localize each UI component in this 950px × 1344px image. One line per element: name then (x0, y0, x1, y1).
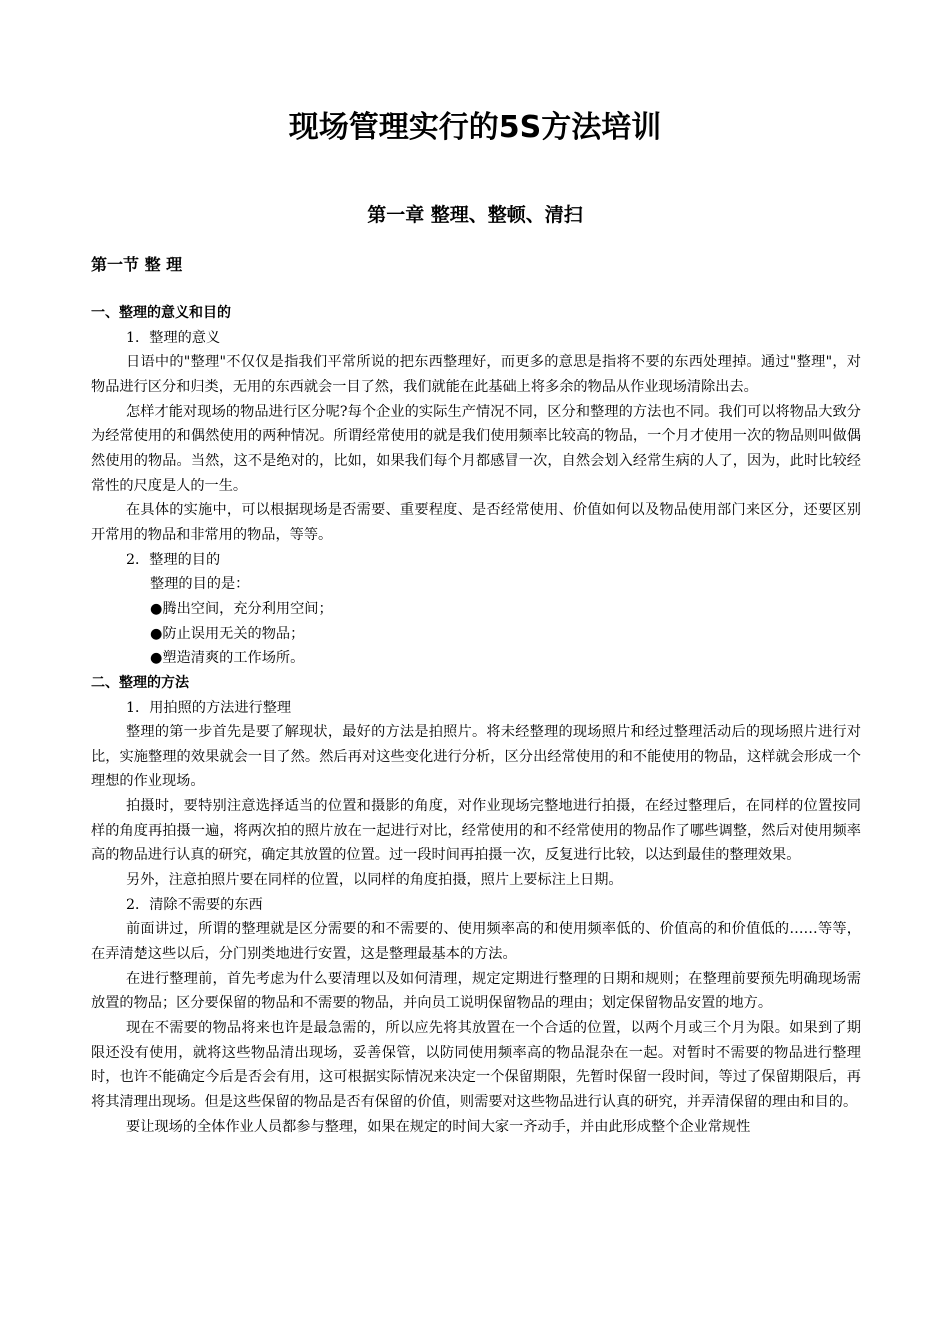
paragraph: 前面讲过，所谓的整理就是区分需要的和不需要的、使用频率高的和使用频率低的、价值高的和价值低的……等等，在弄清楚这些以后，分门别类地进行安置，这是整理最基本的方法。 (91, 921, 861, 963)
bullet-item: ●防止误用无关的物品； (150, 625, 305, 642)
subheading-purpose: 2．整理的目的 (126, 551, 221, 568)
heading-meaning-purpose: 一、整理的意义和目的 (91, 305, 231, 321)
paragraph: 拍摄时，要特别注意选择适当的位置和摄影的角度，对作业现场完整地进行拍摄，在经过整理后，在同样的位置按同样的角度再拍摄一遍，将两次拍的照片放在一起进行对比，经常使用的和不经常使用的物品作了哪些调整，然后对使用频率高的物品进行认真的研究，确定其放置的位置。过一段时间再拍摄一次，反复进行比较，以达到最佳的整理效果。 (91, 798, 861, 864)
paragraph: 整理的第一步首先是要了解现状，最好的方法是拍照片。将未经整理的现场照片和经过整理活动后的现场照片进行对比，实施整理的效果就会一目了然。然后再对这些变化进行分析，区分出经常使用的和不能使用的物品，这样就会形成一个理想的作业现场。 (91, 724, 861, 790)
chapter-title: 第一章 整理、整顿、清扫 (367, 204, 583, 226)
document-title: 现场管理实行的5S方法培训 (288, 110, 662, 145)
paragraph: 在具体的实施中，可以根据现场是否需要、重要程度、是否经常使用、价值如何以及物品使用部门来区分，还要区别开常用的物品和非常用的物品，等等。 (91, 502, 861, 543)
paragraph: 怎样才能对现场的物品进行区分呢?每个企业的实际生产情况不同，区分和整理的方法也不同。我们可以将物品大致分为经常使用的和偶然使用的两种情况。所谓经常使用的就是我们使用频率比较高的物品，一个月才使用一次的物品则叫做偶然使用的物品。当然，这不是绝对的，比如，如果我们每个月都感冒一次，自然会划入经常生病的人了，因为，此时比较经常性的尺度是人的一生。 (91, 403, 861, 494)
bullet-item: ●塑造清爽的工作场所。 (150, 650, 305, 667)
bullet-item: ●腾出空间，充分利用空间； (150, 600, 333, 617)
heading-methods: 二、整理的方法 (91, 674, 189, 691)
paragraph: 要让现场的全体作业人员都参与整理，如果在规定的时间大家一齐动手，并由此形成整个企业常规性 (126, 1118, 751, 1135)
subheading-remove-unneeded: 2．清除不需要的东西 (126, 896, 263, 913)
purpose-intro: 整理的目的是： (150, 576, 250, 593)
paragraph: 另外，注意拍照片要在同样的位置，以同样的角度拍摄，照片上要标注上日期。 (126, 872, 623, 889)
subheading-photo-method: 1．用拍照的方法进行整理 (126, 699, 292, 716)
paragraph: 日语中的"整理"不仅仅是指我们平常所说的把东西整理好，而更多的意思是指将不要的东西处理掉。通过"整理"，对物品进行区分和归类，无用的东西就会一目了然，我们就能在此基础上将多余的物品从作业现场清除出去。 (91, 354, 861, 395)
document-body (91, 301, 861, 1139)
paragraph: 现在不需要的物品将来也许是最急需的，所以应先将其放置在一个合适的位置，以两个月或三个月为限。如果到了期限还没有使用，就将这些物品清出现场，妥善保管，以防同使用频率高的物品混杂在一起。对暂时不需要的物品进行整理时，也许不能确定今后是否会有用，这可根据实际情况来决定一个保留期限，先暂时保留一段时间，等过了保留期限后，再将其清理出现场。但是这些保留的物品是否有保留的价值，则需要对这些物品进行认真的研究，并弄清保留的理由和目的。 (91, 1020, 861, 1110)
section-title: 第一节 整 理 (91, 255, 183, 274)
paragraph: 在进行整理前，首先考虑为什么要清理以及如何清理，规定定期进行整理的日期和规则；在整理前要预先明确现场需放置的物品；区分要保留的物品和不需要的物品，并向员工说明保留物品的理由；划定保留物品安置的地方。 (91, 970, 861, 1012)
subheading-meaning: 1．整理的意义 (126, 329, 221, 346)
